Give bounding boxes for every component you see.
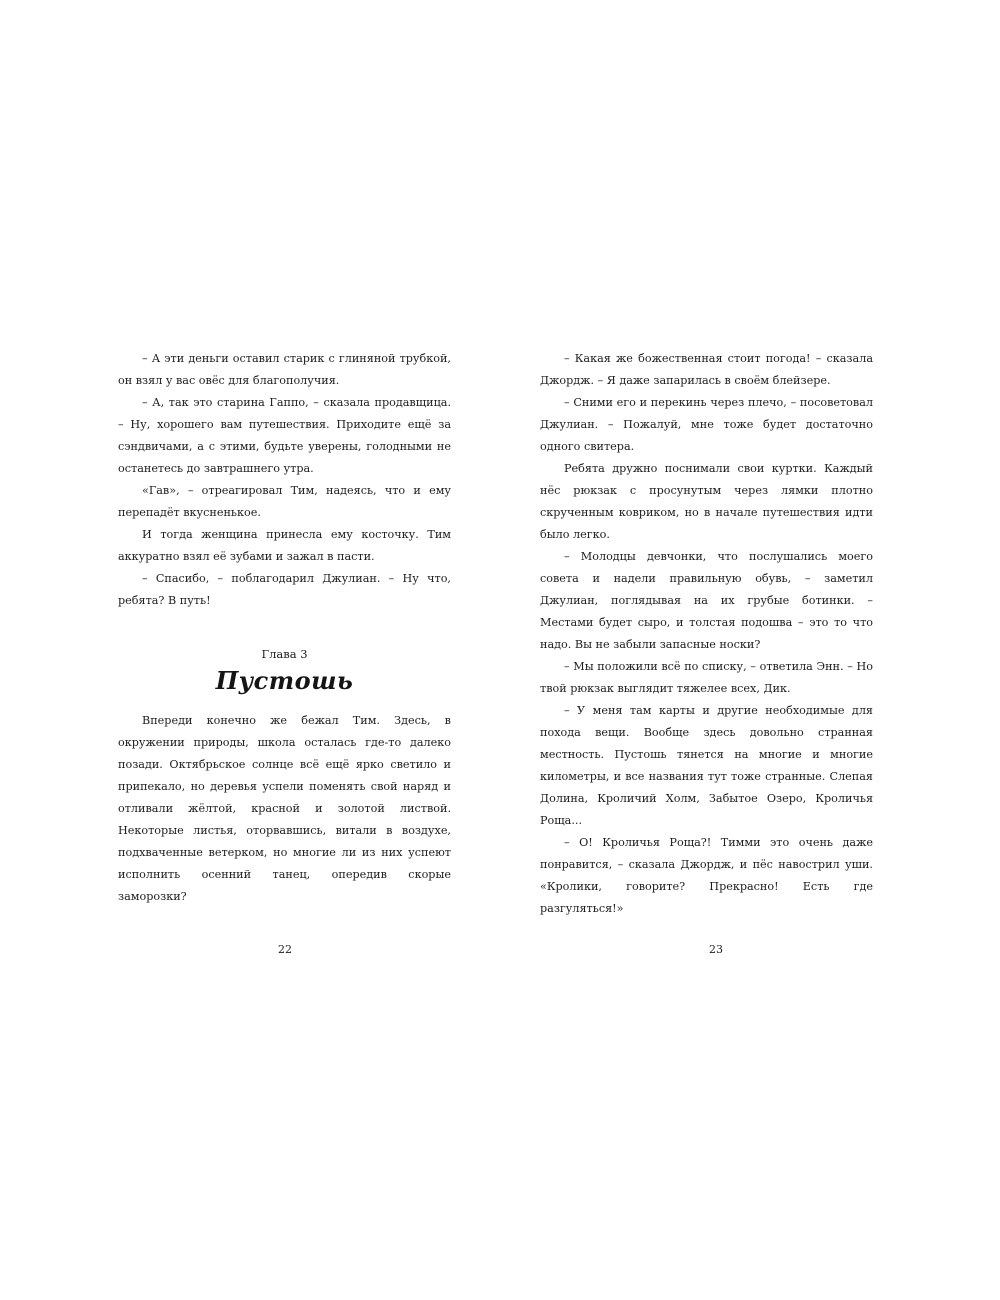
paragraph: – Какая же божественная стоит погода! – сказала Джордж. – Я даже запарилась в своём блейзере. [540, 352, 873, 387]
chapter-title: Пустошь [215, 666, 354, 695]
paragraph: И тогда женщина принесла ему косточку. Тим аккуратно взял её зубами и зажал в пасти. [118, 528, 451, 563]
left-text-before [118, 348, 451, 612]
page-number-left: 22 [278, 943, 292, 956]
chapter-number: Глава 3 [261, 647, 308, 661]
chapter-heading [118, 644, 451, 698]
paragraph: – А, так это старина Гаппо, – сказала продавщица. – Ну, хорошего вам путешествия. Приходите ещё за сэндвичами, а с этими, будьте уверены, голодными не останетесь до завтрашнего утра. [118, 396, 451, 475]
page-number-right: 23 [709, 943, 723, 956]
paragraph: – У меня там карты и другие необходимые для похода вещи. Вообще здесь довольно странная местность. Пустошь тянется на многие и многие километры, и все названия тут тоже странные. Слепая Долина, Кроличий Холм, Забытое Озеро, Кроличья Роща... [540, 704, 873, 827]
paragraph: – Спасибо, – поблагодарил Джулиан. – Ну что, ребята? В путь! [118, 572, 451, 607]
paragraph: – Молодцы девчонки, что послушались моего совета и надели правильную обувь, – заметил Джулиан, поглядывая на их грубые ботинки. – Местами будет сыро, и толстая подошва – это то что надо. Вы не забыли запасные носки? [540, 550, 873, 651]
left-page [118, 348, 451, 908]
paragraph: – Мы положили всё по списку, – ответила Энн. – Но твой рюкзак выглядит тяжелее всех, Дик. [540, 660, 873, 695]
paragraph: – Сними его и перекинь через плечо, – посоветовал Джулиан. – Пожалуй, мне тоже будет достаточно одного свитера. [540, 396, 873, 453]
paragraph: Ребята дружно поснимали свои куртки. Каждый нёс рюкзак с просунутым через лямки плотно скрученным ковриком, но в начале путешествия идти было легко. [540, 462, 873, 541]
paragraph: Впереди конечно же бежал Тим. Здесь, в окружении природы, школа осталась где-то далеко позади. Октябрьское солнце всё ещё ярко светило и припекало, но деревья успели поменять свой наряд и отливали жёлтой, красной и золотой листвой. Некоторые листья, оторвавшись, витали в воздухе, подхваченные ветерком, но многие ли из них успеют исполнить осенний танец, опередив скорые заморозки? [118, 714, 451, 903]
right-text [540, 348, 873, 920]
paragraph: – О! Кроличья Роща?! Тимми это очень даже понравится, – сказала Джордж, и пёс навострил уши. «Кролики, говорите? Прекрасно! Есть где разгуляться!» [540, 836, 873, 915]
paragraph: «Гав», – отреагировал Тим, надеясь, что и ему перепадёт вкусненькое. [118, 484, 451, 519]
left-text-after [118, 710, 451, 908]
right-page [540, 348, 873, 920]
paragraph: – А эти деньги оставил старик с глиняной трубкой, он взял у вас овёс для благополучия. [118, 352, 451, 387]
